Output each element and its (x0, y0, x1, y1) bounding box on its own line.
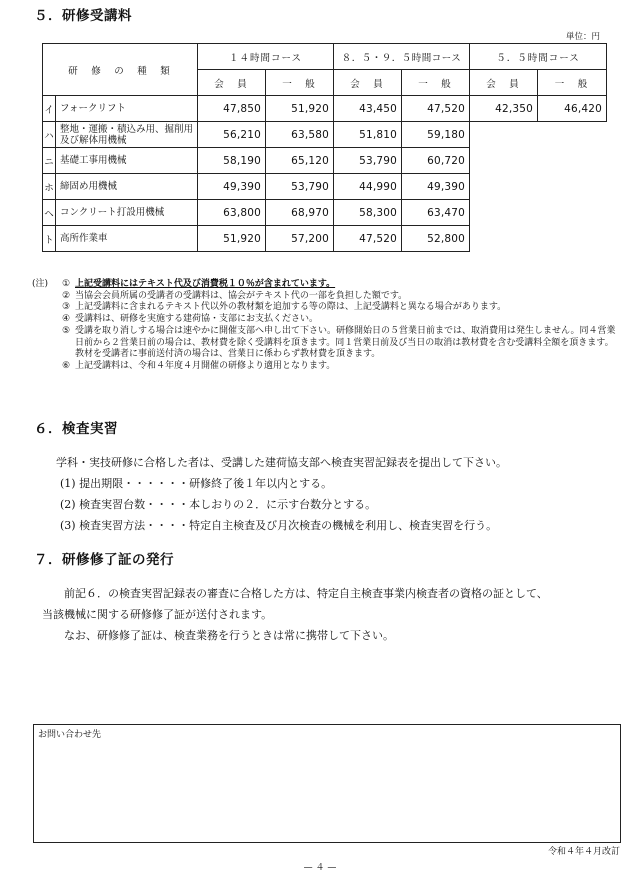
section6-body (56, 452, 626, 536)
row-kana: ホ (43, 174, 56, 200)
fee-cell: 51,810 (334, 122, 402, 148)
revision-date: 令和４年４月改訂 (547, 847, 620, 857)
header-member: 会 員 (470, 70, 538, 96)
list-item: (3) 検査実習方法・・・・特定自主検査及び月次検査の機械を利用し、検査実習を行う。 (60, 519, 498, 532)
note-text: 上記受講料は、令和４年度４月開催の研修より適用となります。 (75, 360, 336, 371)
note-number: ② (62, 290, 71, 301)
page-number: — ４ — (303, 863, 337, 873)
fee-cell: 53,790 (334, 148, 402, 174)
note-text: 上記受講料に含まれるテキスト代以外の教材類を追加する等の際は、上記受講料と異なる場合があります。 (75, 302, 507, 313)
table-blank-area (470, 122, 607, 252)
row-name: 基礎工事用機械 (56, 148, 198, 174)
section7-paragraph: 当該機械に関する研修修了証が送付されます。 (42, 608, 273, 621)
row-name: 整地・運搬・積込み用、掘削用及び解体用機械 (56, 122, 198, 148)
note-number: ③ (62, 302, 71, 313)
note-number: ④ (62, 314, 71, 325)
fee-cell: 51,920 (266, 96, 334, 122)
row-name: 高所作業車 (56, 226, 198, 252)
section6-intro: 学科・実技研修に合格した者は、受講した建荷協支部へ検査実習記録表を提出して下さい。 (56, 456, 507, 469)
list-item (32, 291, 622, 303)
fee-cell: 47,850 (198, 96, 266, 122)
note-text: 受講を取り消しする場合は速やかに開催支部へ申し出て下さい。研修開始日の５営業日前までは、取消費用は発生しません。同４営業日前から２営業日前の場合は、教材費を除く受講料を頂きます。同１営業日前及び当日の取消は教材費を含む受講料全額を頂きます。教材を受講者に事前送付済の場合は、営業日に係わらず教材費を頂きます。 (75, 325, 616, 360)
section7-paragraph: 前記６．の検査実習記録表の審査に合格した方は、特定自主検査事業内検査者の資格の証として、 (64, 587, 548, 600)
list-item: (2) 検査実習台数・・・・本しおりの２．に示す台数分とする。 (60, 498, 377, 511)
note-number: ⑥ (62, 360, 71, 371)
fee-cell: 51,920 (198, 226, 266, 252)
header-general: 一 般 (266, 70, 334, 96)
note-text: 上記受講料にはテキスト代及び消費税１０％が含まれています。 (75, 279, 336, 289)
row-kana: イ (43, 96, 56, 122)
note-text: 当協会会員所属の受講者の受講料は、協会がテキスト代の一部を負担した額です。 (75, 290, 408, 301)
header-course-14h: １４時間コース (198, 44, 334, 70)
notes-lead: (注) (32, 279, 49, 289)
section5-title: ５．研修受講料 (34, 8, 132, 24)
list-item (32, 302, 622, 314)
fee-cell: 49,390 (402, 174, 470, 200)
row-kana: ハ (43, 122, 56, 148)
section7-title: ７．研修修了証の発行 (34, 552, 174, 568)
fee-cell: 59,180 (402, 122, 470, 148)
fee-cell: 68,970 (266, 200, 334, 226)
header-item: 研 修 の 種 類 (43, 44, 198, 96)
list-item (32, 314, 622, 326)
fee-cell: 47,520 (402, 96, 470, 122)
table-row (43, 96, 607, 122)
list-item: (1) 提出期限・・・・・・研修終了後１年以内とする。 (60, 477, 333, 490)
row-name: コンクリート打設用機械 (56, 200, 198, 226)
row-kana: ヘ (43, 200, 56, 226)
fee-cell: 56,210 (198, 122, 266, 148)
note-number: ⑤ (62, 325, 71, 336)
list-item (32, 279, 622, 291)
row-kana: ト (43, 226, 56, 252)
row-name: 締固め用機械 (56, 174, 198, 200)
row-kana: ニ (43, 148, 56, 174)
header-general: 一 般 (538, 70, 607, 96)
fee-cell: 53,790 (266, 174, 334, 200)
section7-body (42, 583, 632, 646)
note-number: ① (62, 279, 71, 289)
header-member: 会 員 (334, 70, 402, 96)
fee-cell: 58,190 (198, 148, 266, 174)
fee-cell: 49,390 (198, 174, 266, 200)
section7-paragraph: なお、研修修了証は、検査業務を行うときは常に携帯して下さい。 (64, 629, 394, 642)
section6-title: ６．検査実習 (34, 421, 118, 437)
fee-cell: 57,200 (266, 226, 334, 252)
header-course-5h: ５．５時間コース (470, 44, 607, 70)
fee-cell: 63,470 (402, 200, 470, 226)
header-general: 一 般 (402, 70, 470, 96)
list-item (32, 361, 622, 373)
fee-cell: 60,720 (402, 148, 470, 174)
fee-cell: 43,450 (334, 96, 402, 122)
fee-cell: 58,300 (334, 200, 402, 226)
fee-cell: 42,350 (470, 96, 538, 122)
fee-cell: 63,800 (198, 200, 266, 226)
fee-cell: 47,520 (334, 226, 402, 252)
fee-cell: 44,990 (334, 174, 402, 200)
fee-cell: 63,580 (266, 122, 334, 148)
contact-box (33, 724, 621, 843)
fee-cell: 46,420 (538, 96, 607, 122)
header-member: 会 員 (198, 70, 266, 96)
fee-table (42, 43, 607, 252)
note-text: 受講料は、研修を実施する建荷協・支部にお支払ください。 (75, 314, 319, 325)
fee-cell: 65,120 (266, 148, 334, 174)
fee-cell: 52,800 (402, 226, 470, 252)
table-row (43, 122, 607, 148)
unit-label: 単位：円 (565, 32, 600, 42)
fee-notes (32, 279, 622, 373)
contact-label: お問い合わせ先 (38, 730, 102, 740)
header-course-8h: ８．５・９．５時間コース (334, 44, 470, 70)
list-item (32, 326, 622, 361)
row-name: フォークリフト (56, 96, 198, 122)
